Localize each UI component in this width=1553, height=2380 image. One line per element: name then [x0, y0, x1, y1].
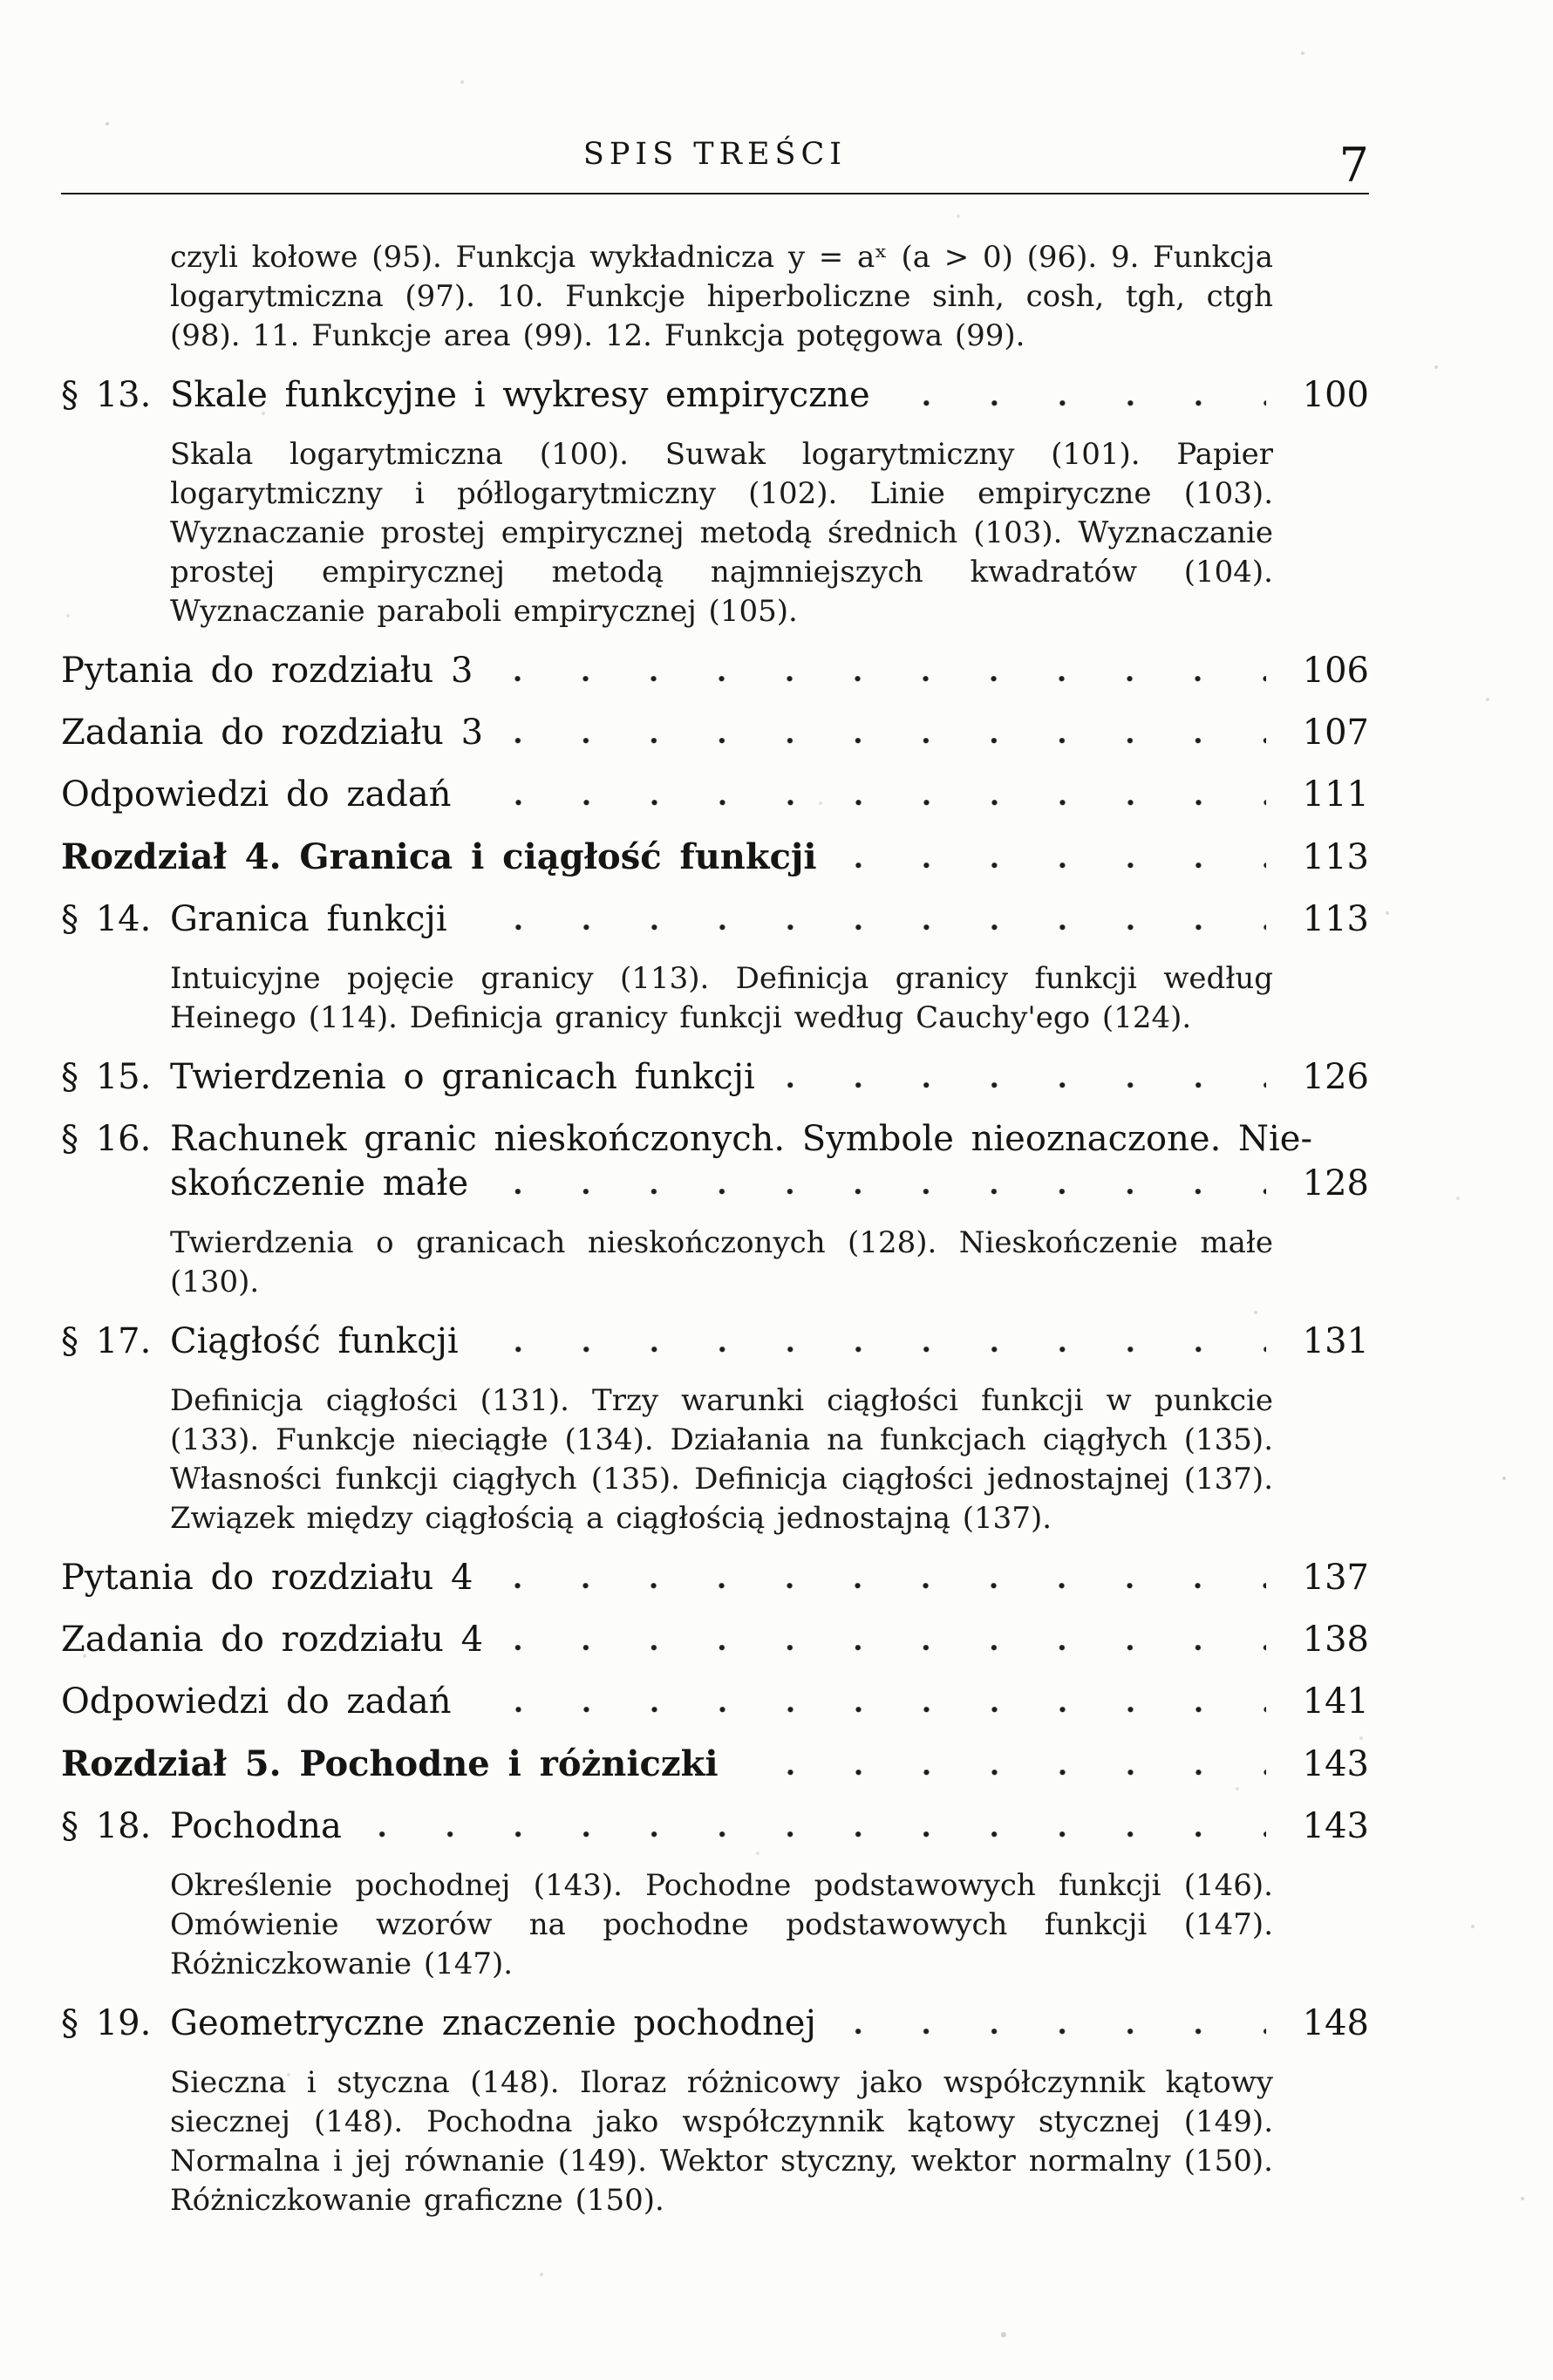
- dot-leader: [835, 2029, 1266, 2035]
- toc-entry: [61, 711, 1369, 755]
- dot-leader: [492, 1583, 1266, 1589]
- toc-entry: [61, 1320, 1369, 1364]
- toc-entry-line: [61, 711, 1369, 755]
- toc-entry-section-label: § 19.: [61, 2003, 152, 2043]
- toc-entry-title: Twierdzenia o granicach funkcji: [170, 1057, 755, 1097]
- toc-entry-subtopics: Skala logarytmiczna (100). Suwak logarytmiczny (101). Papier logarytmiczny i półlogarytmiczny (102). Linie empiryczne (103). Wyznaczanie prostej empirycznej metodą średnich (103). Wyznaczanie prostej empirycznej metodą najmniejszych kwadratów (104). Wyznaczanie paraboli empirycznej (105).: [170, 437, 1273, 629]
- toc-entry: [61, 773, 1369, 817]
- toc-entry-body: [170, 1117, 1369, 1206]
- toc-entry-body: [61, 773, 1369, 817]
- toc-entry-body: [61, 649, 1369, 693]
- toc-entry-title: Pytania do rozdziału 4: [61, 1558, 473, 1598]
- dot-leader: [738, 1770, 1266, 1776]
- toc-entry-line: [61, 835, 1369, 880]
- dot-leader: [502, 1645, 1266, 1651]
- toc-entry-body: [61, 1742, 1369, 1787]
- toc-entry-line: [170, 2002, 1369, 2046]
- toc-entry-page-number: 143: [1302, 1744, 1369, 1784]
- toc-entry-line: [61, 1556, 1369, 1600]
- toc-entry-page-number: 141: [1302, 1681, 1369, 1722]
- toc-entry-body: [61, 835, 1369, 880]
- toc-entry-body: [170, 1320, 1369, 1364]
- toc-list: [61, 194, 1369, 2220]
- toc-entry-section-label: § 17.: [61, 1321, 152, 1361]
- toc-entry: [61, 373, 1369, 418]
- toc-entry-body: [61, 1556, 1369, 1600]
- page-header: [61, 0, 1369, 194]
- toc-entry-line: [61, 649, 1369, 693]
- toc-entry-page-number: 111: [1302, 774, 1369, 815]
- toc-entry-title: Pytania do rozdziału 3: [61, 651, 473, 691]
- toc-entry: [61, 1055, 1369, 1100]
- toc-entry-section-label: § 13.: [61, 375, 152, 415]
- toc-entry-page-number: 143: [1302, 1806, 1369, 1846]
- toc-entry-line: [170, 1162, 1369, 1206]
- toc-entry-line: [61, 1680, 1369, 1724]
- dot-leader: [889, 400, 1266, 406]
- toc-entry-body: [170, 1055, 1369, 1100]
- toc-entry: [61, 649, 1369, 693]
- toc-entry-subtopics: Intuicyjne pojęcie granicy (113). Definicja granicy funkcji według Heinego (114). Definicja granicy funkcji według Cauchy'ego (124).: [170, 961, 1273, 1035]
- toc-entry: [61, 897, 1369, 942]
- toc-entry-title: Odpowiedzi do zadań: [61, 1681, 452, 1722]
- toc-entry-page-number: 138: [1302, 1620, 1369, 1660]
- toc-entry-page-number: 106: [1302, 651, 1369, 691]
- dot-leader: [836, 863, 1266, 869]
- toc-entry: [61, 1556, 1369, 1600]
- toc-entry-page-number: 113: [1302, 837, 1369, 877]
- toc-entry-page-number: 137: [1302, 1558, 1369, 1598]
- toc-entry-subtopics: Określenie pochodnej (143). Pochodne podstawowych funkcji (146). Omówienie wzorów na pochodne podstawowych funkcji (147). Różniczkowanie (147).: [170, 1868, 1273, 1981]
- dot-leader: [361, 1831, 1266, 1838]
- toc-entry-line: [170, 1117, 1369, 1162]
- toc-entry-subtopics: Twierdzenia o granicach nieskończonych (128). Nieskończenie małe (130).: [170, 1225, 1273, 1299]
- toc-entry-page-number: 128: [1302, 1163, 1369, 1204]
- toc-entry-section-label: § 15.: [61, 1057, 152, 1097]
- dot-leader: [774, 1082, 1266, 1088]
- dot-leader: [467, 924, 1266, 931]
- dot-leader: [471, 1707, 1266, 1713]
- toc-entry-line: [170, 1320, 1369, 1364]
- toc-entry-section-label: § 14.: [61, 899, 152, 939]
- toc-entry: [61, 1618, 1369, 1662]
- toc-entry: [61, 1804, 1369, 1849]
- toc-entry: [61, 1742, 1369, 1787]
- toc-entry: [61, 2002, 1369, 2046]
- toc-entry-title: Pochodna: [170, 1806, 342, 1846]
- toc-entry-title: Odpowiedzi do zadań: [61, 774, 452, 815]
- toc-entry: [61, 835, 1369, 880]
- toc-entry-body: [61, 711, 1369, 755]
- toc-entry-subtopics: Sieczna i styczna (148). Iloraz różnicowy jako współczynnik kątowy siecznej (148). Pochodna jako współczynnik kątowy stycznej (149). Normalna i jej równanie (149). Wektor styczny, wektor normalny (150). Różniczkowanie graficzne (150).: [170, 2065, 1273, 2218]
- toc-entry-line: [61, 773, 1369, 817]
- toc-entry: [61, 1117, 1369, 1206]
- toc-entry-line: [170, 1804, 1369, 1849]
- folio-page-number: 7: [1338, 138, 1369, 193]
- toc-entry-section-label: § 18.: [61, 1806, 152, 1846]
- toc-entry-line: [61, 1742, 1369, 1787]
- toc-entry-body: [170, 2002, 1369, 2046]
- toc-entry-title: Rozdział 5. Pochodne i różniczki: [61, 1743, 719, 1784]
- toc-entry-title: Rachunek granic nieskończonych. Symbole nieoznaczone. Nie-: [170, 1119, 1312, 1159]
- page-title: SPIS TREŚCI: [582, 137, 848, 172]
- toc-entry-line: [170, 897, 1369, 942]
- dot-leader: [492, 676, 1266, 682]
- toc-entry-line: [170, 1055, 1369, 1100]
- toc-entry-title: skończenie małe: [170, 1163, 469, 1204]
- toc-entry-subtopics: czyli kołowe (95). Funkcja wykładnicza y = aˣ (a > 0) (96). 9. Funkcja logarytmiczna (97). 10. Funkcje hiperboliczne sinh, cosh, tgh, ctgh (98). 11. Funkcje area (99). 12. Funkcja potęgowa (99).: [170, 240, 1273, 353]
- toc-entry-body: [61, 1680, 1369, 1724]
- dot-leader: [487, 1189, 1266, 1195]
- toc-entry-body: [61, 1618, 1369, 1662]
- toc-entry-page-number: 126: [1302, 1057, 1369, 1097]
- toc-entry-page-number: 100: [1302, 375, 1369, 415]
- toc-entry-page-number: 107: [1302, 713, 1369, 753]
- toc-entry-line: [61, 1618, 1369, 1662]
- toc-entry-body: [170, 1804, 1369, 1849]
- toc-entry-title: Geometryczne znaczenie pochodnej: [170, 2003, 816, 2043]
- toc-entry-title: Zadania do rozdziału 4: [61, 1620, 484, 1660]
- toc-entry-title: Granica funkcji: [170, 899, 447, 939]
- toc-entry-page-number: 148: [1302, 2003, 1369, 2043]
- toc-entry-page-number: 113: [1302, 899, 1369, 939]
- toc-entry-subtopics: Definicja ciągłości (131). Trzy warunki ciągłości funkcji w punkcie (133). Funkcje nieciągłe (134). Działania na funkcjach ciągłych (135). Własności funkcji ciągłych (135). Definicja ciągłości jednostajnej (137). Związek między ciągłością a ciągłością jednostajną (137).: [170, 1383, 1273, 1536]
- dot-leader: [471, 800, 1266, 806]
- toc-entry-line: [170, 373, 1369, 418]
- toc-entry-page-number: 131: [1302, 1321, 1369, 1361]
- toc-entry-title: Zadania do rozdziału 3: [61, 713, 484, 753]
- toc-entry-body: [170, 373, 1369, 418]
- dot-leader: [502, 738, 1266, 744]
- toc-entry-title: Ciągłość funkcji: [170, 1321, 459, 1361]
- toc-entry-body: [170, 897, 1369, 942]
- toc-entry-section-label: § 16.: [61, 1119, 152, 1159]
- toc-entry-title: Rozdział 4. Granica i ciągłość funkcji: [61, 836, 817, 877]
- toc-entry: [61, 1680, 1369, 1724]
- dot-leader: [478, 1347, 1266, 1353]
- toc-entry-title: Skale funkcyjne i wykresy empiryczne: [170, 375, 870, 415]
